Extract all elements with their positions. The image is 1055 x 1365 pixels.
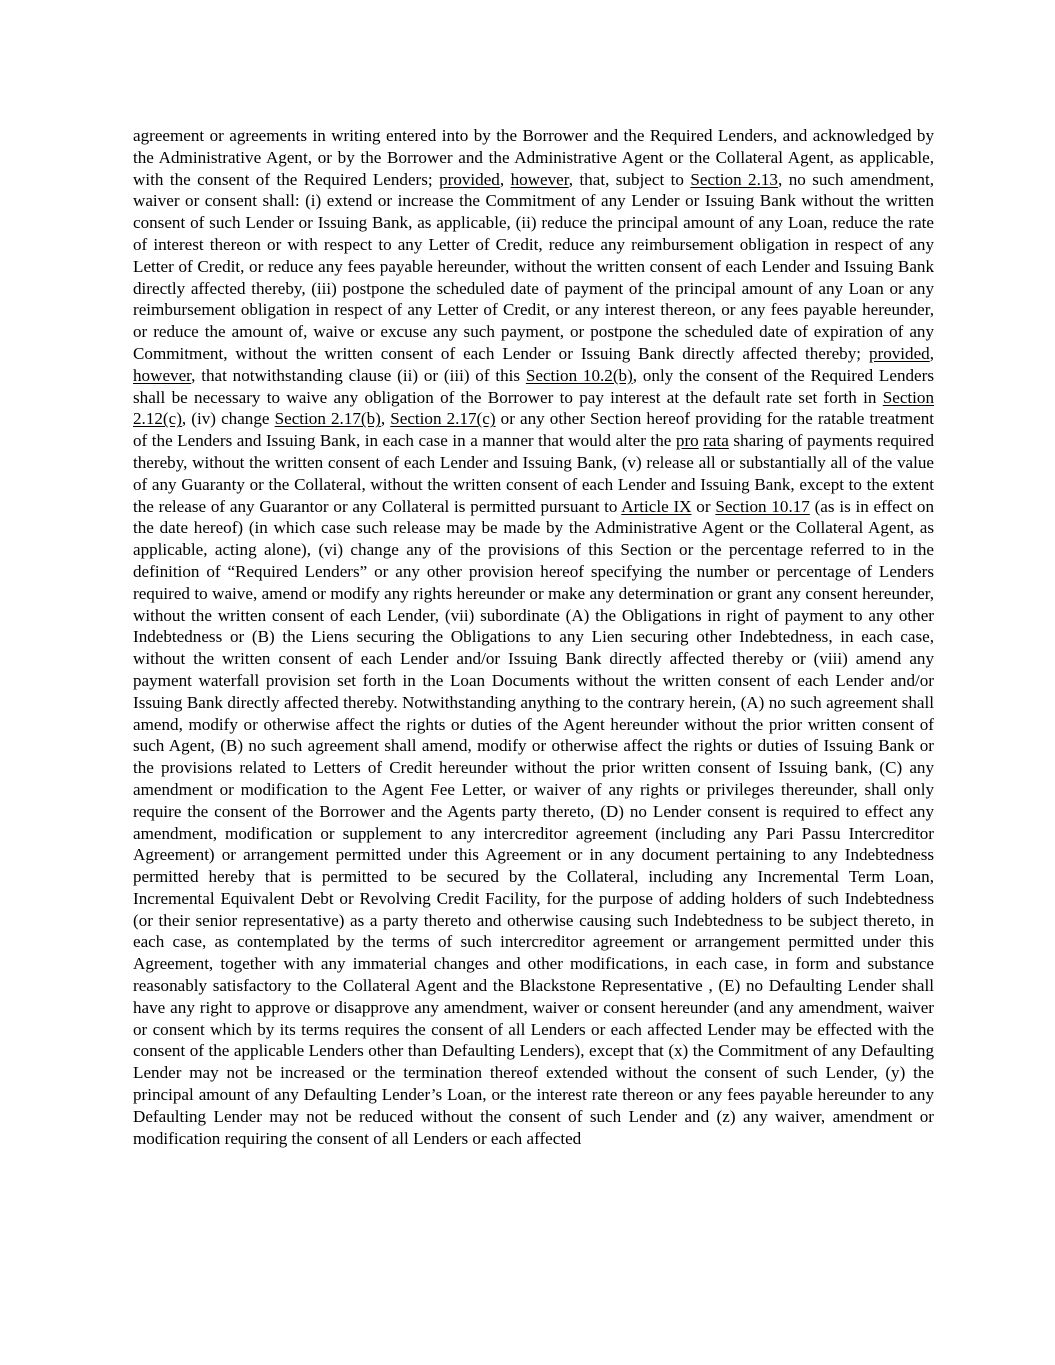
text-run: or [691, 496, 716, 516]
text-run: sharing of payments required thereby, without the written consent of each Lender and Issuing Bank, (v) release all or substantially all of the value of any Guaranty or the Collateral, without the written consent of each Lender and Issuing Bank, except to the extent the release of any Guarantor or any Collateral is permitted pursuant to [133, 431, 935, 516]
text-run: , [499, 169, 511, 189]
text-run: , [380, 409, 391, 429]
underlined-reference: however [133, 365, 192, 385]
underlined-reference: Section 2.13 [690, 169, 778, 189]
text-run: or any other Section hereof providing for the ratable treatment of the Lenders and Issuing Bank, in each case in a manner that would alter the [133, 409, 934, 451]
document-page [133, 125, 934, 1149]
underlined-reference: rata [703, 431, 729, 451]
text-run: , (iv) change [181, 409, 275, 429]
underlined-reference: Section 2.12(c) [133, 387, 934, 429]
body-paragraph [133, 125, 934, 1149]
underlined-reference: Section 10.2(b) [525, 365, 633, 385]
underlined-reference: pro [675, 431, 699, 451]
text-run: , that, subject to [568, 169, 691, 189]
underlined-reference: provided [439, 169, 500, 189]
text-run: , only the consent of the Required Lenders shall be necessary to waive any obligation of the Borrower to pay interest at the default rate set forth in [133, 365, 934, 407]
underlined-reference: Section 2.17(b) [274, 409, 381, 429]
text-run: , [929, 343, 934, 363]
text-run: (as is in effect on the date hereof) (in which case such release may be made by the Administrative Agent or the Collateral Agent, as applicable, acting alone), (vi) change any of the provisions of this Section or the percentage referred to in the definition of “Required Lenders” or any other provision hereof specifying the number or percentage of Lenders required to waive, amend or modify any rights hereunder or make any determination or grant any consent hereunder, without the written consent of each Lender, (vii) subordinate (A) the Obligations in right of payment to any other Indebtedness or (B) the Liens securing the Obligations to any Lien securing other Indebtedness, in each case, without the written consent of each Lender and/or Issuing Bank directly affected thereby or (viii) amend any payment waterfall provision set forth in the Loan Documents without the written consent of each Lender and/or Issuing Bank directly affected thereby. Notwithstanding anything to the contrary herein, (A) no such agreement shall amend, modify or otherwise affect the rights or duties of the Agent hereunder without the prior written consent of such Agent, (B) no such agreement shall amend, modify or otherwise affect the rights or duties of Issuing Bank or the provisions related to Letters of Credit hereunder without the prior written consent of Issuing bank, (C) any amendment or modification to the Agent Fee Letter, or waiver of any rights or privileges thereunder, shall only require the consent of the Borrower and the Agents party thereto, (D) no Lender consent is required to effect any amendment, modification or supplement to any intercreditor agreement (including any Pari Passu Intercreditor Agreement) or arrangement permitted under this Agreement or in any document pertaining to any Indebtedness permitted hereby that is permitted to be secured by the Collateral, including any Incremental Term Loan, Incremental Equivalent Debt or Revolving Credit Facility, for the purpose of adding holders of such Indebtedness (or their senior representative) as a party thereto and otherwise causing such Indebtedness to be subject thereto, in each case, as contemplated by the terms of such intercreditor agreement or arrangement permitted under this Agreement, together with any immaterial changes and other modifications, in each case, in form and substance reasonably satisfactory to the Collateral Agent and the Blackstone Representative , (E) no Defaulting Lender shall have any right to approve or disapprove any amendment, waiver or consent hereunder (and any amendment, waiver or consent which by its terms requires the consent of all Lenders or each affected Lender may be effected with the consent of the applicable Lenders other than Defaulting Lenders), except that (x) the Commitment of any Defaulting Lender may not be increased or the termination thereof extended without the consent of such Lender, (y) the principal amount of any Defaulting Lender’s Loan, or the interest rate thereon or any fees payable hereunder to any Defaulting Lender may not be reduced without the consent of such Lender and (z) any waiver, amendment or modification requiring the consent of all Lenders or each affected [133, 496, 935, 1148]
text-run: agreement or agreements in writing entered into by the Borrower and the Required Lenders, and acknowledged by the Administrative Agent, or by the Borrower and the Administrative Agent or the Collateral Agent, as applicable, with the consent of the Required Lenders; [133, 126, 934, 189]
underlined-reference: Section 10.17 [715, 496, 810, 516]
underlined-reference: provided [868, 343, 930, 363]
text-run: , that notwithstanding clause (ii) or (iii) of this [191, 365, 526, 385]
underlined-reference: Section 2.17(c) [390, 409, 496, 429]
underlined-reference: Article IX [621, 496, 692, 516]
underlined-reference: however [510, 169, 569, 189]
text-run: , no such amendment, waiver or consent shall: (i) extend or increase the Commitment of any Lender or Issuing Bank without the written consent of such Lender or Issuing Bank, as applicable, (ii) reduce the principal amount of any Loan, reduce the rate of interest thereon or with respect to any Letter of Credit, reduce any reimbursement obligation in respect of any Letter of Credit, or reduce any fees payable hereunder, without the written consent of each Lender and Issuing Bank directly affected thereby, (iii) postpone the scheduled date of payment of the principal amount of any Loan or any reimbursement obligation in respect of any Letter of Credit, or any interest thereon, or any fees payable hereunder, or reduce the amount of, waive or excuse any such payment, or postpone the scheduled date of expiration of any Commitment, without the written consent of each Lender or Issuing Bank directly affected thereby; [133, 169, 934, 363]
